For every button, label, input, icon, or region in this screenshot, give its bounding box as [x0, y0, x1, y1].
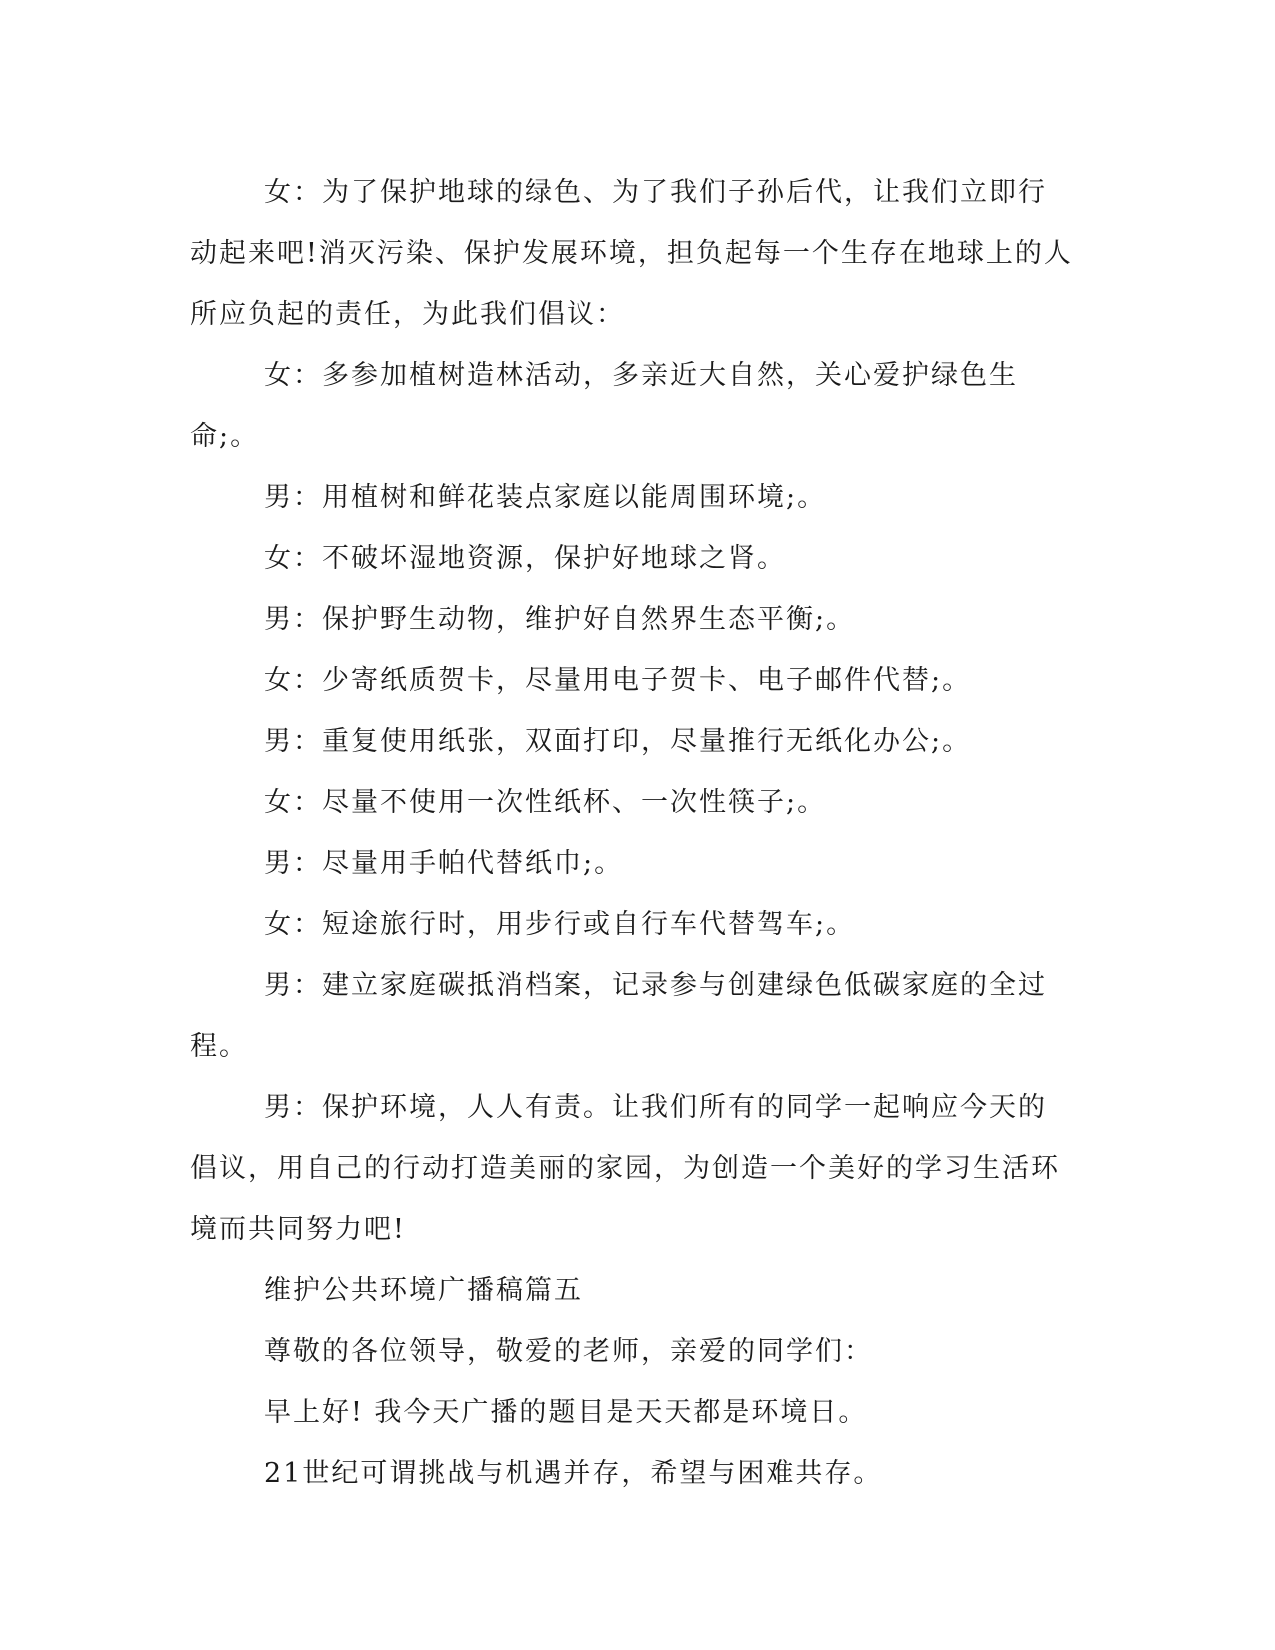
paragraph-closing-call: 男：保护环境，人人有责。让我们所有的同学一起响应今天的倡议，用自己的行动打造美丽的家园，为创造一个美好的学习生活环境而共同努力吧! [190, 1092, 1060, 1245]
paragraph-greeting: 早上好! 我今天广播的题目是天天都是环境日。 [264, 1397, 868, 1428]
paragraph-appeal-intro: 女：为了保护地球的绿色、为了我们子孙后代，让我们立即行动起来吧!消灭污染、保护发展环境，担负起每一个生存在地球上的人所应负起的责任，为此我们倡议： [190, 177, 1073, 330]
paragraph-proposal-8: 男：尽量用手帕代替纸巾;。 [264, 848, 624, 879]
paragraph-salutation: 尊敬的各位领导，敬爱的老师，亲爱的同学们： [264, 1336, 873, 1367]
paragraph-century: 21世纪可谓挑战与机遇并存，希望与困难共存。 [264, 1458, 883, 1489]
paragraph-proposal-7: 女：尽量不使用一次性纸杯、一次性筷子;。 [264, 787, 827, 818]
paragraph-proposal-3: 女：不破坏湿地资源，保护好地球之肾。 [264, 543, 786, 574]
paragraph-proposal-6: 男：重复使用纸张，双面打印，尽量推行无纸化办公;。 [264, 726, 972, 757]
paragraph-proposal-1: 女：多参加植树造林活动，多亲近大自然，关心爱护绿色生命;。 [190, 360, 1018, 452]
document-body [190, 162, 1075, 1504]
paragraph-proposal-10: 男：建立家庭碳抵消档案，记录参与创建绿色低碳家庭的全过程。 [190, 970, 1047, 1062]
paragraph-proposal-5: 女：少寄纸质贺卡，尽量用电子贺卡、电子邮件代替;。 [264, 665, 972, 696]
paragraph-proposal-4: 男：保护野生动物，维护好自然界生态平衡;。 [264, 604, 856, 635]
paragraph-proposal-2: 男：用植树和鲜花装点家庭以能周围环境;。 [264, 482, 827, 513]
paragraph-proposal-9: 女：短途旅行时，用步行或自行车代替驾车;。 [264, 909, 856, 940]
section-heading: 维护公共环境广播稿篇五 [264, 1275, 583, 1306]
